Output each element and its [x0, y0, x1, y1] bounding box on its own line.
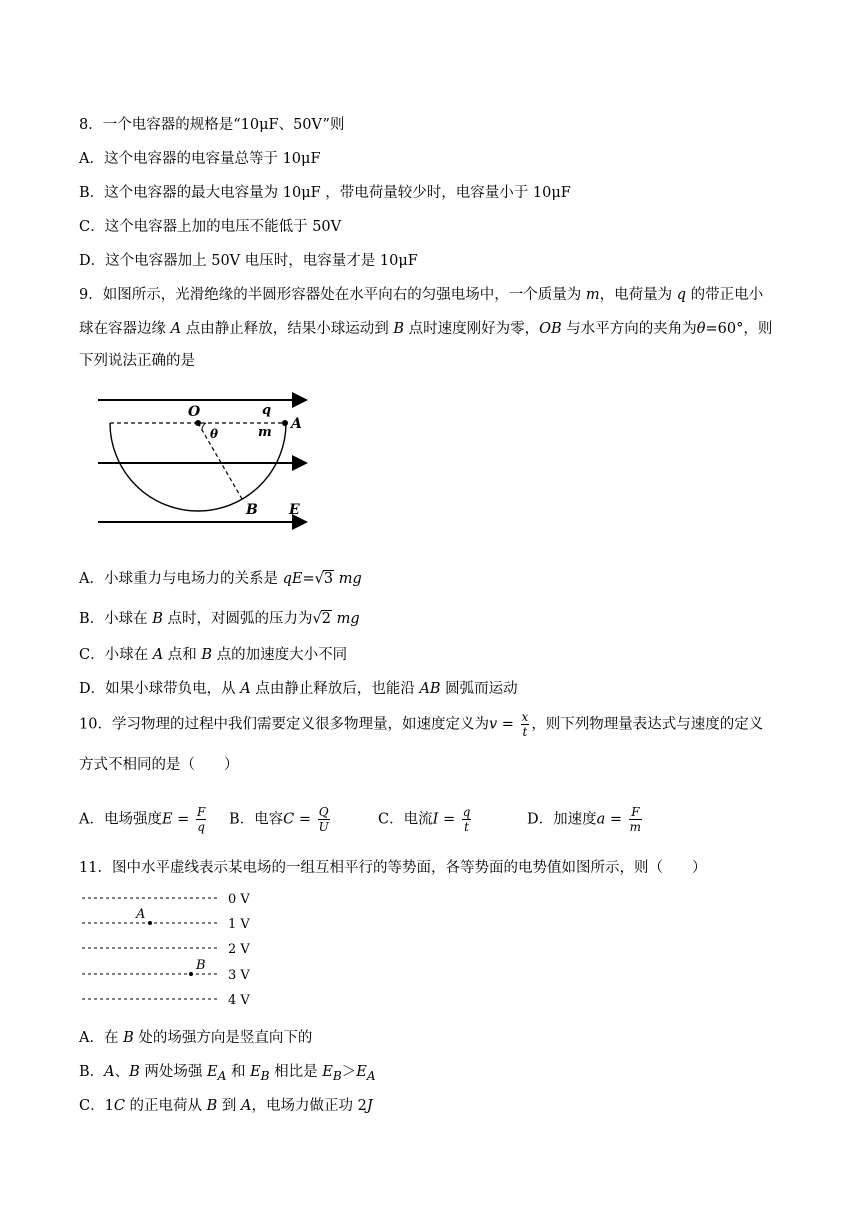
potential-label-2: 2 V — [228, 942, 250, 957]
q9-figure — [90, 388, 320, 533]
q9-option-d: D．如果小球带负电，从 A 点由静止释放后，也能沿 AB 圆弧而运动 — [79, 681, 518, 697]
label-a: A — [136, 907, 146, 922]
q8-option-b: B．这个电容器的最大电容量为 10μF ，带电荷量较少时，电容量小于 10μF — [79, 185, 571, 201]
q11-option-a: A．在 B 处的场强方向是竖直向下的 — [79, 1030, 313, 1046]
velocity-fraction: $\frac{x}{t}$ — [521, 710, 529, 739]
q9-option-a: A．小球重力与电场力的关系是 qE=√3 mg — [79, 571, 362, 587]
label-b: B — [196, 958, 206, 973]
label-b: B — [246, 502, 258, 518]
radius-ob-dashed — [198, 423, 242, 499]
potential-label-4: 4 V — [228, 993, 250, 1008]
q8-option-d: D．这个电容器加上 50V 电压时，电容量才是 10μF — [79, 253, 418, 269]
center-point-o — [195, 420, 201, 426]
ball-at-a — [282, 420, 288, 426]
angle-arc — [202, 423, 206, 430]
potential-label-1: 1 V — [228, 917, 250, 932]
q10-option-a: A．电场强度E = $\frac{F}{q}$ — [79, 805, 206, 834]
label-a: A — [291, 416, 302, 432]
potential-label-3: 3 V — [228, 968, 250, 983]
potential-label-0: 0 V — [228, 892, 250, 907]
label-theta: θ — [210, 427, 219, 441]
q11-stem: 11．图中水平虚线表示某电场的一组互相平行的等势面，各等势面的电势值如图所示，则（ ） — [79, 860, 707, 876]
q11-figure — [78, 886, 278, 1010]
q10-stem-line2: 方式不相同的是（ ） — [79, 757, 239, 773]
label-o: O — [188, 404, 201, 420]
q9-stem-line3: 下列说法正确的是 — [79, 353, 195, 369]
q9-option-b: B．小球在 B 点时，对圆弧的压力为√2 mg — [79, 611, 360, 627]
q11-option-b: B．A、B 两处场强 $E_A$ 和 $E_B$ 相比是 $E_B>E_A$ — [79, 1064, 376, 1083]
q10-option-c: C．电流I = $\frac{q}{t}$ — [378, 805, 471, 834]
q10-option-b: B．电容C = $\frac{Q}{U}$ — [229, 805, 329, 834]
q9-stem-line1: 9．如图所示，光滑绝缘的半圆形容器处在水平向右的匀强电场中，一个质量为 m，电荷量为 q 的带正电小 — [79, 287, 764, 303]
q9-stem-line2: 球在容器边缘 A 点由静止释放，结果小球运动到 B 点时速度刚好为零，OB 与水平方向的夹角为θ=60°，则 — [79, 321, 773, 337]
q8-option-c: C．这个电容器上加的电压不能低于 50V — [79, 219, 342, 235]
label-q: q — [262, 403, 272, 418]
q9-option-c: C．小球在 A 点和 B 点的加速度大小不同 — [79, 647, 348, 663]
q10-stem-line1: 10．学习物理的过程中我们需要定义很多物理量，如速度定义为v = $\frac{x}{t}$ ，则下列物理量表达式与速度的定义 — [79, 710, 764, 739]
point-b — [189, 972, 193, 976]
q8-stem: 8．一个电容器的规格是“10μF、50V”则 — [79, 117, 345, 133]
q11-option-c: C．1C 的正电荷从 B 到 A，电场力做正功 2J — [79, 1098, 373, 1114]
q8-option-a: A．这个电容器的电容量总等于 10μF — [79, 151, 321, 167]
point-a — [148, 921, 152, 925]
q10-option-d: D．加速度a = $\frac{F}{m}$ — [527, 805, 642, 834]
label-e: E — [289, 502, 300, 518]
label-m: m — [258, 425, 272, 440]
